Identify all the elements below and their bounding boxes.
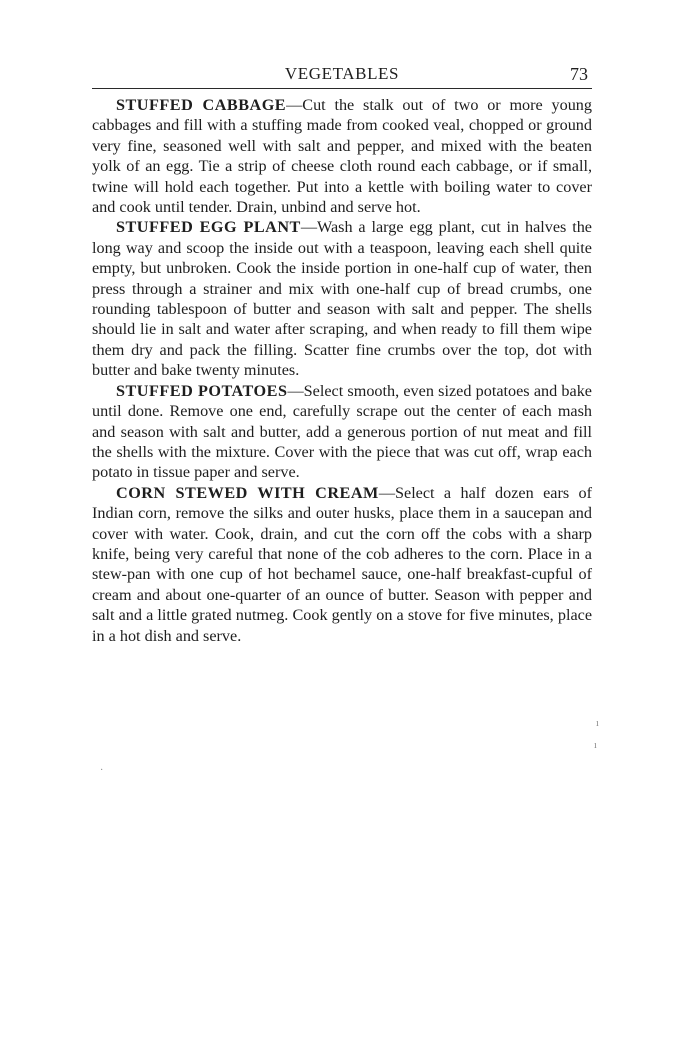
paper-speck: ı: [594, 740, 597, 751]
recipe-body: Wash a large egg plant, cut in halves the long way and scoop the inside out with a teaspoon, leaving each shell quite empty, but unbroken. Cook the inside portion in one-half cup of water, then press through a strainer and mix with one-half cup of bread crumbs, one rounding tablespoon of butter and season with salt and pepper. The shells should lie in salt and water after scraping, and when ready to fill them wipe them dry and pack the filling. Scatter fine crumbs over the top, dot with butter and bake twenty minutes.: [92, 218, 592, 380]
recipe-stuffed-egg-plant: [92, 217, 592, 380]
title-dash: —: [300, 218, 318, 237]
recipe-body: Cut the stalk out of two or more young cabbages and fill with a stuffing made from cooked veal, chopped or ground very fine, seasoned well with salt and pepper, and mixed with the beaten yolk of an egg. Tie a strip of cheese cloth round each cabbage, or if small, twine will hold each together. Put into a kettle with boiling water to cover and cook until tender. Drain, unbind and serve hot.: [92, 96, 592, 217]
recipe-stuffed-cabbage: [92, 95, 592, 217]
title-dash: —: [286, 96, 303, 114]
paper-speck: ı: [596, 718, 599, 729]
recipe-body: Select a half dozen ears of Indian corn, remove the silks and outer husks, place them in a saucepan and cover with water. Cook, drain, and cut the corn off the cobs with a sharp knife, being very careful that none of the cob adheres to the corn. Place in a stew-pan with one cup of hot bechamel sauce, one-half breakfast-cupful of cream and about one-quarter of an ounce of butter. Season with pepper and salt and a little grated nutmeg. Cook gently on a stove for five minutes, place in a hot dish and serve.: [92, 483, 592, 645]
recipe-corn-stewed-with-cream: [92, 483, 592, 646]
title-dash: —: [378, 483, 395, 502]
recipe-title: CORN STEWED WITH CREAM: [116, 483, 379, 502]
running-head: [92, 64, 592, 90]
recipe-title: STUFFED EGG PLANT: [116, 218, 301, 237]
recipe-stuffed-potatoes: [92, 381, 592, 483]
running-title: VEGETABLES: [284, 64, 400, 83]
header-rule: [92, 88, 592, 89]
recipe-title: STUFFED POTATOES: [116, 381, 288, 400]
recipe-body: Select smooth, even sized potatoes and bake until done. Remove one end, carefully scrape out the center of each mash and season with salt and butter, add a generous portion of nut meat and fill the shells with the mixture. Cover with the piece that was cut off, wrap each potato in tissue paper and serve.: [92, 381, 592, 482]
title-dash: —: [287, 381, 304, 400]
recipe-text-column: [92, 95, 592, 646]
page-number: 73: [570, 64, 588, 84]
recipe-title: STUFFED CABBAGE: [116, 96, 287, 114]
paper-speck: ·: [100, 765, 104, 776]
